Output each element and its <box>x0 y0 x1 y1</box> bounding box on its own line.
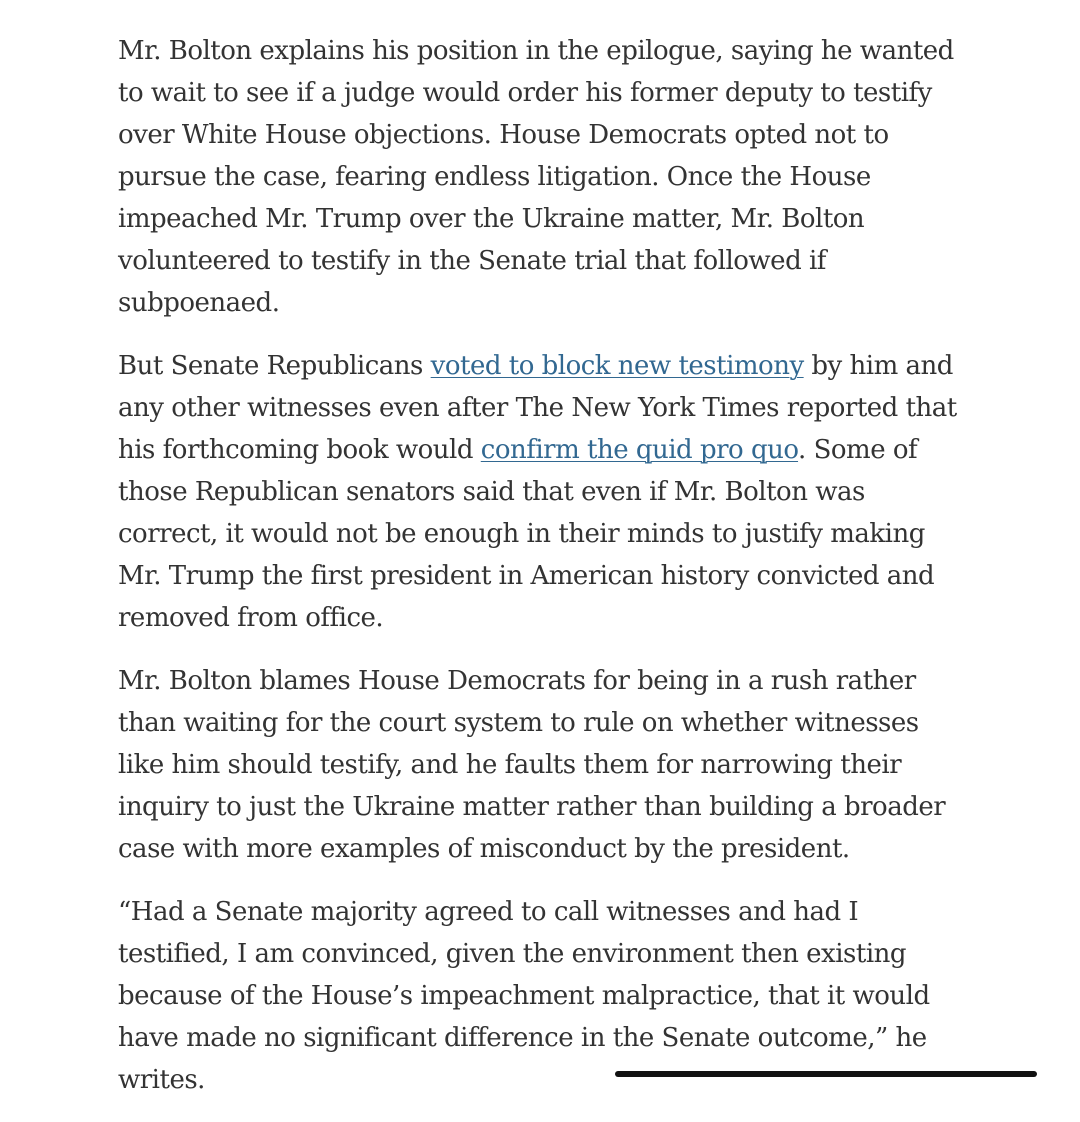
paragraph-2-text-middle: by him and any other witnesses even after The New York Times reported that his forthcoming book would <box>118 351 957 465</box>
paragraph-2-text-end: . Some of those Republican senators said that even if Mr. Bolton was correct, it would not be enough in their minds to justify making Mr. Trump the first president in American history convicted and removed from office. <box>118 435 935 633</box>
paragraph-4 <box>118 891 968 1101</box>
home-indicator-bar[interactable] <box>615 1071 1037 1077</box>
paragraph-3-text: Mr. Bolton blames House Democrats for being in a rush rather than waiting for the court system to rule on whether witnesses like him should testify, and he faults them for narrowing their inquiry to just the Ukraine matter rather than building a broader case with more examples of misconduct by the president. <box>118 666 946 864</box>
paragraph-4-text: “Had a Senate majority agreed to call witnesses and had I testified, I am convinced, given the environment then existing because of the House’s impeachment malpractice, that it would have made no significant difference in the Senate outcome,” he writes. <box>118 897 930 1095</box>
paragraph-1-text: Mr. Bolton explains his position in the epilogue, saying he wanted to wait to see if a judge would order his former deputy to testify over White House objections. House Democrats opted not to pursue the case, fearing endless litigation. Once the House impeached Mr. Trump over the Ukraine matter, Mr. Bolton volunteered to testify in the Senate trial that followed if subpoenaed. <box>118 36 954 318</box>
article-body <box>118 30 968 1122</box>
paragraph-3 <box>118 660 968 870</box>
paragraph-2-text-start: But Senate Republicans <box>118 351 431 381</box>
voted-to-block-testimony-link[interactable]: voted to block new testimony <box>430 351 804 381</box>
paragraph-2 <box>118 345 968 639</box>
confirm-quid-pro-quo-link[interactable]: confirm the quid pro quo <box>480 435 799 465</box>
paragraph-1 <box>118 30 968 324</box>
